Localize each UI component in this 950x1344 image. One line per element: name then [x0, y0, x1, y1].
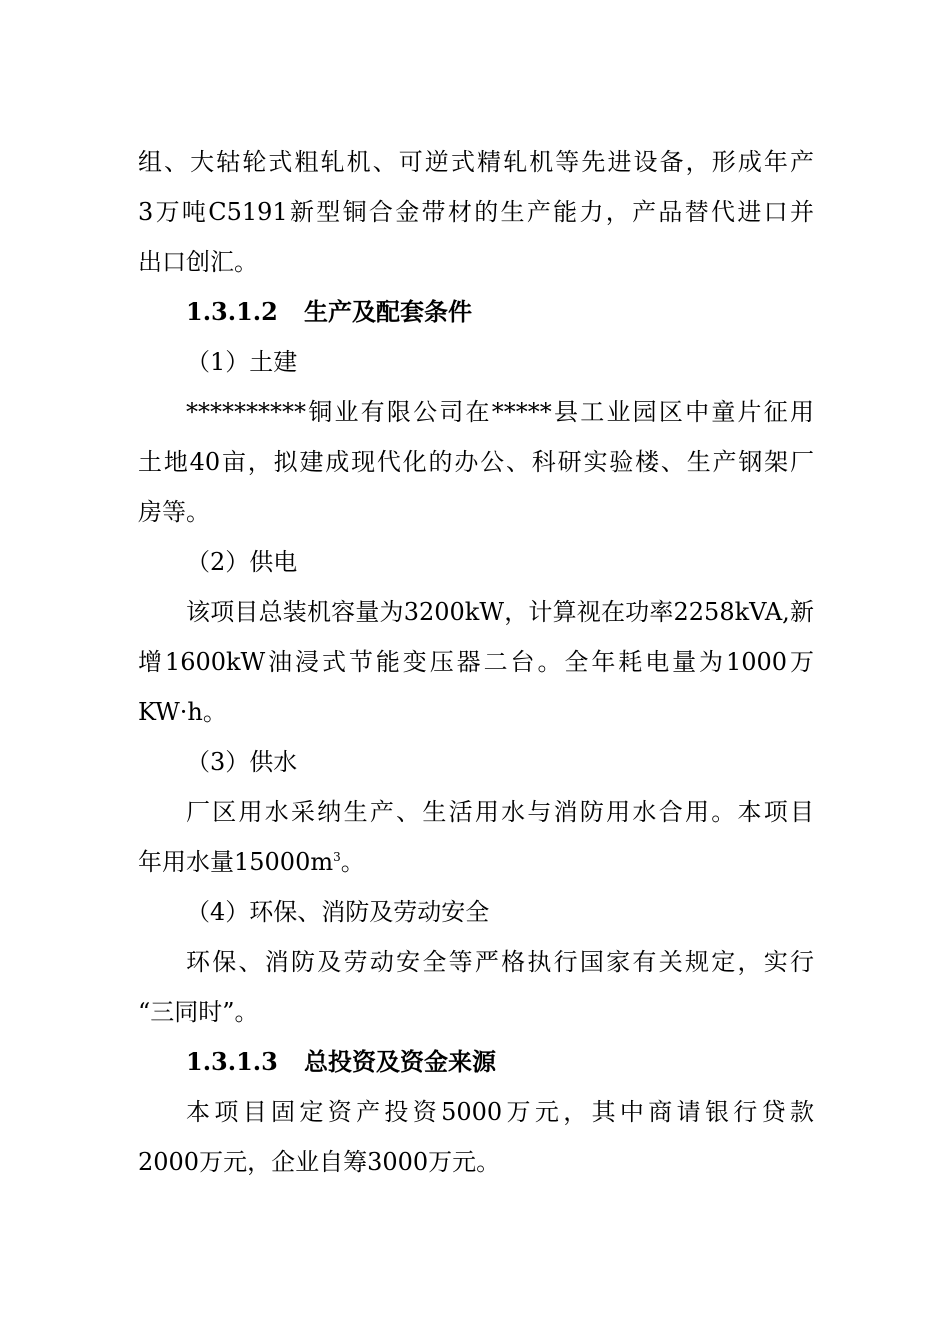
section-title: 生产及配套条件: [304, 297, 472, 326]
body-text-line: 环保、消防及劳动安全等严格执行国家有关规定，实行: [186, 948, 814, 976]
subsection-label: （1）土建: [186, 348, 298, 376]
sentence-end: 。: [340, 848, 365, 876]
section-title: 总投资及资金来源: [304, 1047, 496, 1076]
body-text-line: 增1600kW油浸式节能变压器二台。全年耗电量为1000万: [138, 648, 814, 676]
body-text-line: KW·h。: [138, 698, 227, 726]
subsection-label: （2）供电: [186, 548, 298, 576]
body-text-line: 房等。: [138, 498, 210, 526]
body-text-line: 本项目固定资产投资5000万元，其中商请银行贷款: [186, 1098, 814, 1126]
body-text-line: 厂区用水采纳生产、生活用水与消防用水合用。本项目: [186, 798, 814, 826]
body-text-line: 该项目总装机容量为3200kW，计算视在功率2258kVA,新: [186, 598, 814, 626]
section-number: 1.3.1.3: [186, 1047, 278, 1076]
body-text-line: 出口创汇。: [138, 248, 258, 276]
subsection-label: （3）供水: [186, 748, 298, 776]
body-text-line: “三同时”。: [138, 998, 259, 1026]
body-text-line: 2000万元，企业自筹3000万元。: [138, 1148, 501, 1176]
body-text-line: [138, 842, 814, 882]
section-number: 1.3.1.2: [186, 297, 278, 326]
body-text-line: 土地40亩，拟建成现代化的办公、科研实验楼、生产钢架厂: [138, 448, 814, 476]
water-volume-text: 年用水量15000m: [138, 848, 334, 876]
section-heading: [186, 1042, 814, 1082]
body-text-line: 3万吨C5191新型铜合金带材的生产能力，产品替代进口并: [138, 198, 814, 226]
cubic-superscript: 3: [333, 850, 341, 864]
body-text-line: 组、大轱轮式粗轧机、可逆式精轧机等先进设备，形成年产: [138, 148, 814, 176]
subsection-label: （4）环保、消防及劳动安全: [186, 898, 490, 926]
section-heading: [186, 292, 814, 332]
body-text-line: **********铜业有限公司在*****县工业园区中童片征用: [186, 398, 814, 426]
